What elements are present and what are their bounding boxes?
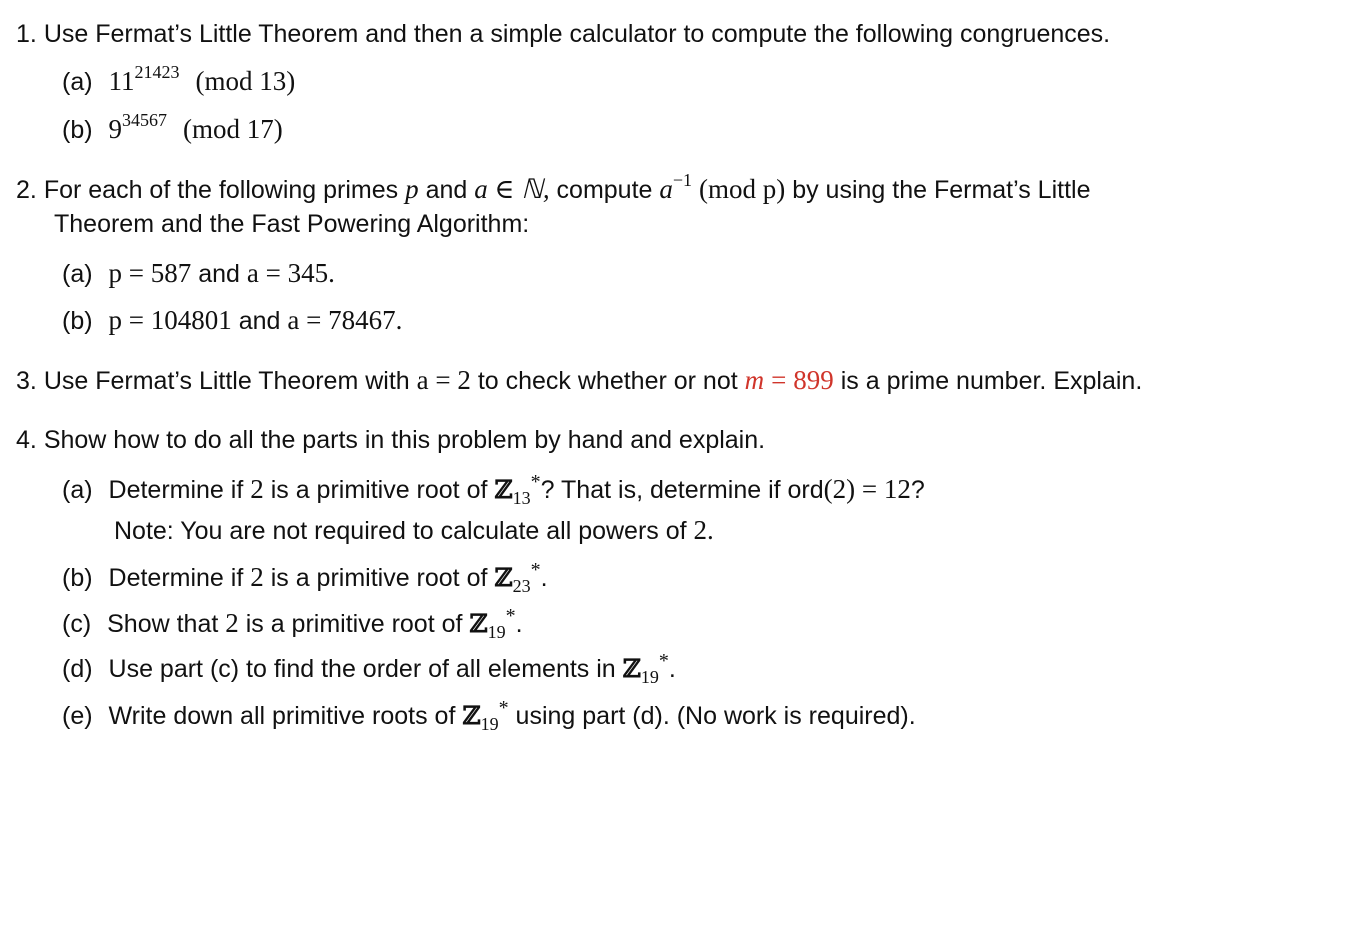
problem-3-statement (16, 367, 1142, 394)
and-text: and (198, 260, 240, 288)
power-exponent: 21423 (134, 62, 180, 82)
integers-symbol: ℤ (622, 654, 641, 683)
part-text: Show that (107, 610, 219, 638)
part-text: Use part (c) to find the order of all elements in (108, 655, 616, 683)
part-text: using part (d). (No work is required). (515, 702, 916, 730)
part-label: (b) (62, 116, 93, 144)
part-text: ? That is, determine if ord (540, 476, 824, 504)
part-label: (a) (62, 476, 93, 504)
integers-symbol: ℤ (462, 701, 481, 730)
part-text: ? (910, 476, 925, 504)
modulus-subscript: 19 (480, 714, 499, 734)
problem-4-text: Show how to do all the parts in this problem by hand and explain. (43, 426, 766, 454)
highlighted-m (745, 367, 834, 395)
note-text: Note: You are not required to calculate all powers of (114, 517, 687, 545)
modulus-subscript: 13 (512, 488, 531, 508)
star-superscript: * (530, 471, 541, 493)
problem-1-statement (16, 22, 1110, 47)
part-text: is a primitive root of (270, 476, 488, 504)
part-text: is a primitive root of (245, 610, 463, 638)
number-two: 2 (250, 474, 264, 504)
integers-symbol: ℤ (469, 609, 488, 638)
problem-1-text: Use Fermat’s Little Theorem and then a simple calculator to compute the following congruences. (43, 20, 1111, 48)
problem-4e (62, 697, 916, 734)
problem-2-number: 2. (16, 176, 37, 204)
integers-symbol: ℤ (494, 563, 513, 592)
problem-1b (62, 110, 283, 144)
problem-4a (62, 471, 925, 508)
and-text: and (238, 307, 281, 335)
problem-4-number: 4. (16, 426, 37, 454)
star-superscript: * (505, 605, 516, 627)
p-value: p = 587 (108, 258, 192, 288)
modulus-subscript: 23 (512, 576, 531, 596)
power-exponent: 34567 (122, 110, 168, 130)
problem-3-number: 3. (16, 367, 37, 395)
problem-3-text-2: to check whether or not (477, 367, 738, 395)
modulus: (mod 17) (182, 114, 283, 144)
equals-sign: = (771, 365, 787, 395)
problem-2a (62, 260, 335, 287)
problem-2-statement-line-2 (54, 212, 529, 237)
problem-4b (62, 559, 548, 596)
p-value: p = 104801 (108, 305, 232, 335)
problem-2-statement (16, 170, 1091, 204)
power-base: 9 (108, 114, 123, 144)
number-two: 2 (225, 608, 239, 638)
part-text: Write down all primitive roots of (108, 702, 456, 730)
period: . (515, 610, 523, 638)
number-two: 2 (250, 562, 264, 592)
m-value: 899 (793, 365, 834, 395)
part-text: is a primitive root of (270, 564, 488, 592)
problem-4-statement (16, 428, 765, 453)
part-label: (a) (62, 68, 93, 96)
a-in-naturals: a ∈ ℕ, (474, 174, 550, 204)
part-label: (b) (62, 564, 93, 592)
problem-3-text-1: Use Fermat’s Little Theorem with (43, 367, 410, 395)
period: . (540, 564, 548, 592)
inverse-exponent: −1 (672, 170, 693, 190)
modulus-subscript: 19 (640, 667, 659, 687)
compute-text: compute (556, 176, 653, 204)
problem-2b (62, 307, 402, 334)
and-text: and (425, 176, 468, 204)
var-m: m (744, 365, 765, 395)
a-value: a = 345. (246, 258, 335, 288)
var-p: p (405, 174, 419, 204)
inverse-base: a (659, 174, 673, 204)
problem-4a-note (114, 517, 714, 544)
mod-p: (mod p) (699, 174, 786, 204)
problem-2-text-2: by using the Fermat’s Little (792, 176, 1091, 204)
part-label: (e) (62, 702, 93, 730)
integers-symbol: ℤ (494, 475, 513, 504)
problem-4d (62, 650, 676, 687)
problem-2-text-1: For each of the following primes (43, 176, 399, 204)
number-two: 2. (693, 515, 714, 545)
problem-2-text-3: Theorem and the Fast Powering Algorithm: (54, 210, 530, 238)
modulus-subscript: 19 (487, 622, 506, 642)
part-text: Determine if (108, 476, 244, 504)
a-value: a = 2 (416, 365, 471, 395)
part-label: (b) (62, 307, 93, 335)
period: . (668, 655, 676, 683)
star-superscript: * (658, 650, 669, 672)
star-superscript: * (530, 559, 541, 581)
part-label: (a) (62, 260, 93, 288)
ord-expression: (2) = 12 (823, 474, 911, 504)
problem-3-text-3: is a prime number. Explain. (840, 367, 1143, 395)
problem-1a (62, 62, 296, 96)
star-superscript: * (498, 697, 509, 719)
problem-4c (62, 605, 523, 642)
part-text: Determine if (108, 564, 244, 592)
a-value: a = 78467. (287, 305, 403, 335)
modulus: (mod 13) (195, 66, 296, 96)
problem-1-number: 1. (16, 20, 37, 48)
part-label: (d) (62, 655, 93, 683)
power-base: 11 (108, 66, 135, 96)
part-label: (c) (62, 610, 92, 638)
